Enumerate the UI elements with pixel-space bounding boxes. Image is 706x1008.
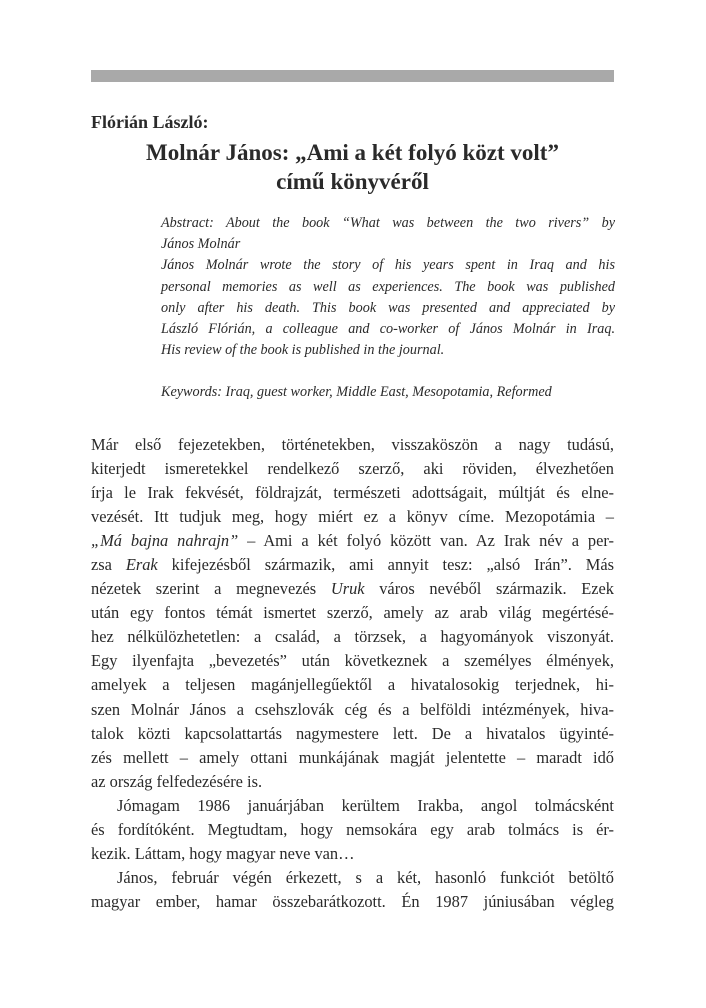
body-line: magyar ember, hamar összebarátkozott. Én 1987 júniusában végleg xyxy=(91,891,614,911)
body-line: Már első fejezetekben, történetekben, visszaköszön a nagy tudású, xyxy=(91,435,614,454)
title-line-2: című könyvéről xyxy=(276,169,429,194)
body-line: Egy ilyenfajta „bevezetés” után következnek a személyes élmények, xyxy=(91,651,614,671)
body-line: után egy fontos témát ismertet szerző, amely az arab világ megértésé- xyxy=(91,603,614,623)
abstract-line: His review of the book is published in the journal. xyxy=(161,342,445,359)
body-line: hez nélkülözhetetlen: a család, a törzsek, a hagyományok viszonyát. xyxy=(91,627,614,647)
abstract-line: Abstract: About the book “What was between the two rivers” by xyxy=(161,215,615,231)
body-line: írja le Irak fekvését, földrajzát, természeti adottságait, múltját és elne- xyxy=(91,483,614,503)
body-line: kiterjedt ismeretekkel rendelkező szerző, aki röviden, élvezhetően xyxy=(91,459,614,479)
body-line: nézetek szerint a megnevezés Uruk város nevéből származik. Ezek xyxy=(91,579,614,599)
abstract-line: János Molnár wrote the story of his years spent in Iraq and his xyxy=(161,257,615,274)
emphasis: „Má bajna nahrajn” xyxy=(91,531,239,551)
emphasis: Uruk xyxy=(330,579,365,599)
body-line: kezik. Láttam, hogy magyar neve van… xyxy=(91,843,355,863)
body-line: zsa Erak kifejezésből származik, ami annyit tesz: „alsó Irán”. Más xyxy=(91,555,614,575)
abstract-line: only after his death. This book was presented and appreciated by xyxy=(161,299,615,316)
body-line: vezését. Itt tudjuk meg, hogy miért ez a könyv címe. Mezopotámia – xyxy=(91,507,614,527)
title-line-1: Molnár János: „Ami a két folyó közt volt” xyxy=(146,140,559,165)
abstract xyxy=(161,213,615,404)
body-line: és fordítóként. Megtudtam, hogy nemsokára egy arab tolmács is ér- xyxy=(91,819,614,839)
body-line: „Má bajna nahrajn” – Ami a két folyó között van. Az Irak név a per- xyxy=(91,531,614,551)
body-line: Jómagam 1986 januárjában kerültem Irakba, angol tolmácsként xyxy=(117,795,614,815)
emphasis: Erak xyxy=(125,555,158,575)
body-text xyxy=(91,433,614,914)
abstract-line: László Flórián, a colleague and co-worker of János Molnár in Iraq. xyxy=(161,321,615,338)
body-line: amelyek a teljesen magánjellegűektől a hivatalosokig terjednek, hi- xyxy=(91,675,614,695)
abstract-line: personal memories as well as experiences. The book was published xyxy=(161,278,615,295)
body-line: talok közti kapcsolattartás nagymestere lett. De a hivatalos ügyinté- xyxy=(91,723,614,743)
abstract-line: János Molnár xyxy=(161,236,241,253)
article-title xyxy=(91,138,614,196)
body-line: szen Molnár János a csehszlovák cég és a belföldi intézmények, hiva- xyxy=(91,699,614,719)
body-line: zés mellett – amely ottani munkájának magját jelentette – maradt idő xyxy=(91,747,614,767)
keywords: Keywords: Iraq, guest worker, Middle East, Mesopotamia, Reformed xyxy=(161,384,552,401)
body-line: az ország felfedezésére is. xyxy=(91,771,263,791)
header-rule xyxy=(91,70,614,82)
body-line: János, február végén érkezett, s a két, hasonló funkciót betöltő xyxy=(117,867,614,887)
author-name: Flórián László: xyxy=(91,112,209,132)
